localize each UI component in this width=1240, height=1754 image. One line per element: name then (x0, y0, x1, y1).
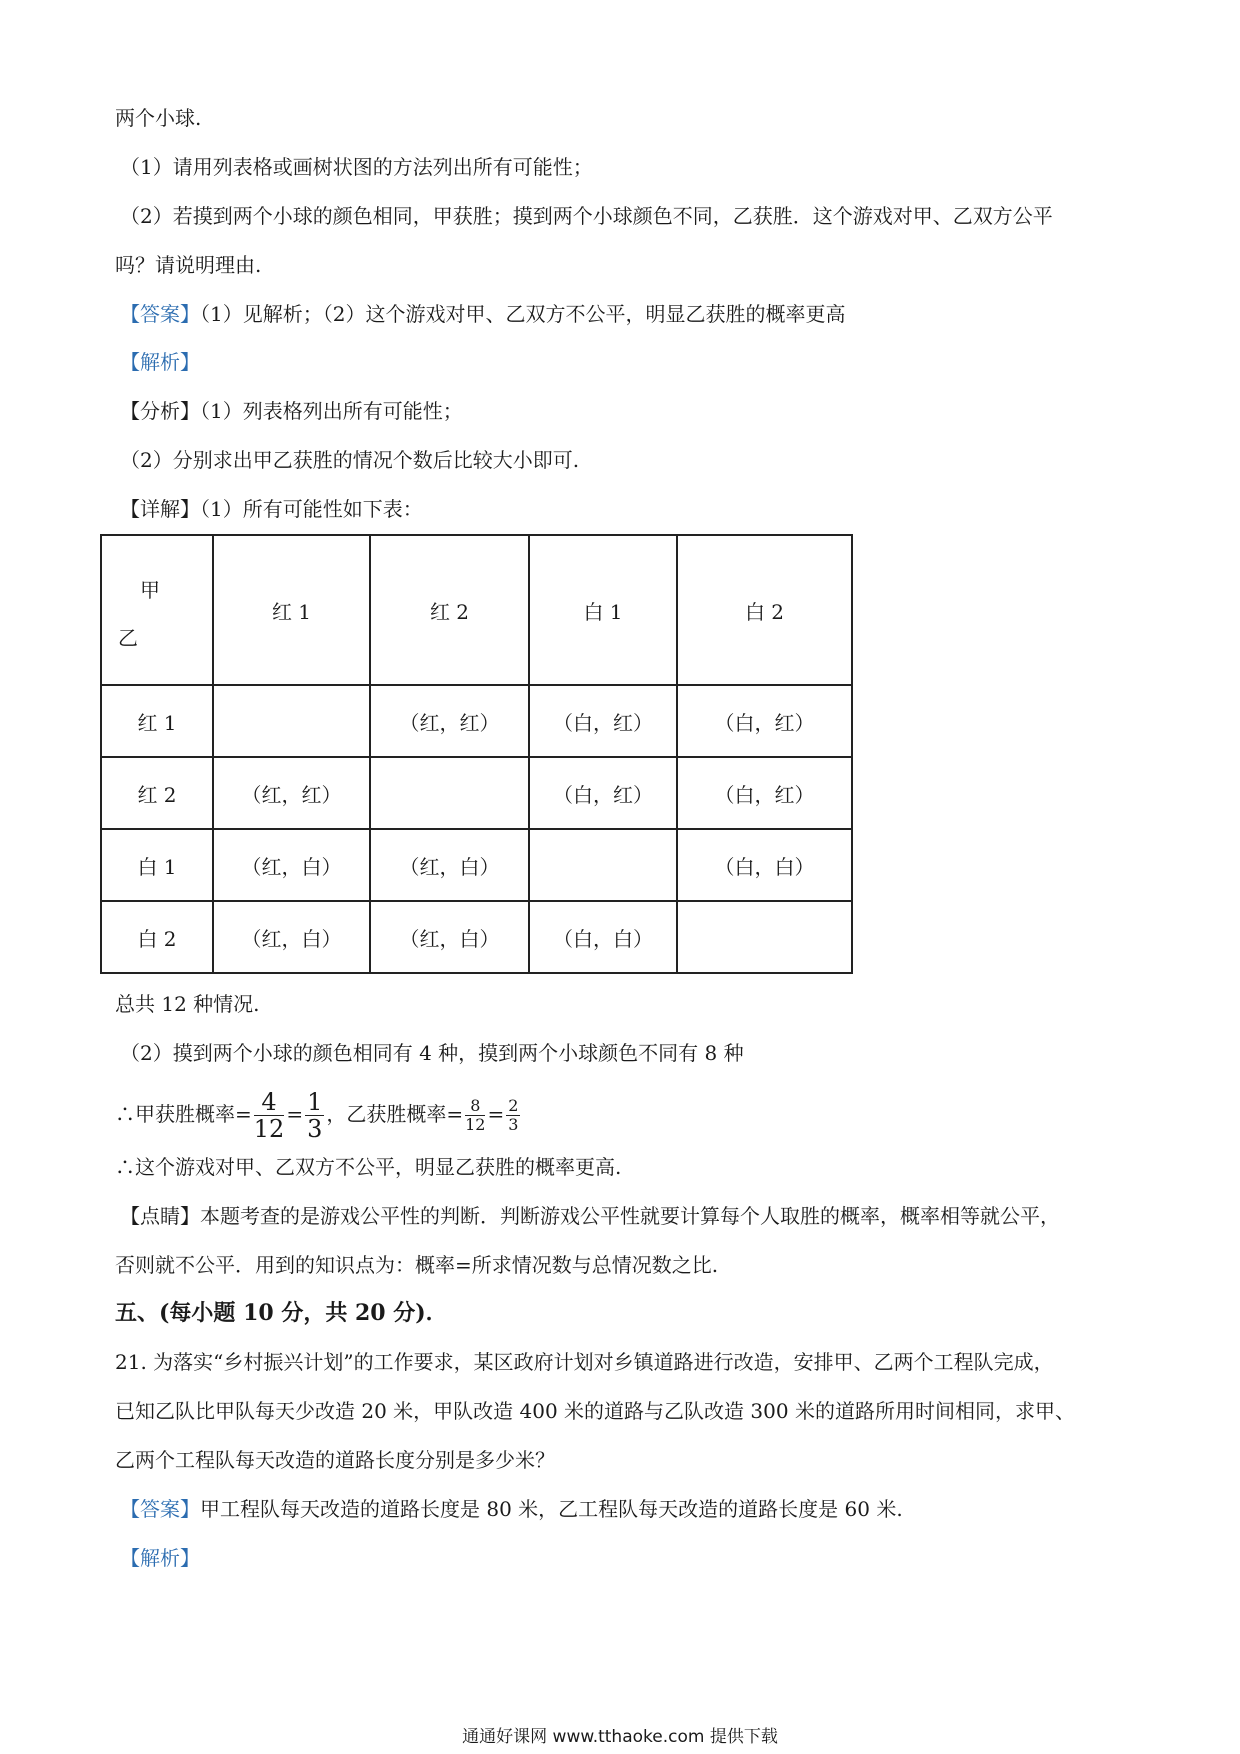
table-cell: （红，红） (370, 685, 529, 757)
dianjing-line: 【点睛】本题考查的是游戏公平性的判断．判断游戏公平性就要计算每个人取胜的概率，概率相等就公平， (120, 1204, 1060, 1228)
fraction-denominator: 12 (253, 1115, 285, 1143)
table-cell: （红，白） (370, 829, 529, 901)
fraction-denominator: 12 (465, 1115, 486, 1134)
corner-label-jia: 甲 (140, 578, 160, 602)
jiexi-tag-2: 【解析】 (120, 1546, 200, 1570)
table-cell (213, 685, 370, 757)
question-21-line-2: 已知乙队比甲队每天少改造 20 米，甲队改造 400 米的道路与乙队改造 300 米的道路所用时间相同，求甲、 (115, 1399, 1075, 1423)
table-cell: （红，红） (213, 757, 370, 829)
question-part2: （2）若摸到两个小球的颜色相同，甲获胜；摸到两个小球颜色不同，乙获胜．这个游戏对甲、乙双方公平 (120, 204, 1053, 228)
answer-21-line (120, 1495, 903, 1523)
same-color-count: （2）摸到两个小球的颜色相同有 4 种，摸到两个小球颜色不同有 8 种 (120, 1041, 744, 1065)
table-corner-cell (101, 535, 213, 685)
table-row (101, 685, 852, 757)
xiangjie-line: 【详解】（1）所有可能性如下表： (120, 497, 423, 521)
fraction-8-12 (465, 1097, 485, 1133)
question-part1: （1）请用列表格或画树状图的方法列出所有可能性； (120, 155, 593, 179)
question-21-line-1: 21. 为落实“乡村振兴计划”的工作要求，某区政府计划对乡镇道路进行改造，安排甲、乙两个工程队完成， (115, 1350, 1054, 1374)
fenxi-line-2: （2）分别求出甲乙获胜的情况个数后比较大小即可. (120, 448, 580, 472)
p2-prefix: ，乙获胜概率= (326, 1102, 464, 1126)
question-part2-cont: 吗？请说明理由. (115, 253, 262, 277)
answer-tag: 【答案】 (120, 1497, 200, 1521)
table-header: 白 1 (529, 535, 677, 685)
table-row (101, 757, 852, 829)
row-label: 红 2 (101, 757, 213, 829)
fraction-4-12 (254, 1089, 285, 1143)
jiexi-tag: 【解析】 (120, 350, 200, 374)
table-cell: （白，白） (529, 901, 677, 973)
row-label: 红 1 (101, 685, 213, 757)
table-cell: （白，红） (677, 685, 852, 757)
fraction-1-3 (305, 1089, 324, 1143)
table-cell: （白，白） (677, 829, 852, 901)
fraction-2-3 (506, 1097, 520, 1133)
fraction-numerator: 1 (307, 1087, 323, 1116)
table-cell: （白，红） (677, 757, 852, 829)
table-header: 红 1 (213, 535, 370, 685)
p1-prefix: ∴甲获胜概率= (115, 1102, 252, 1126)
fenxi-line: 【分析】（1）列表格列出所有可能性； (120, 399, 463, 423)
fraction-numerator: 8 (465, 1097, 485, 1116)
probability-line: ∴甲获胜概率= $\frac{4}{12}$ = $\frac{1}{3}$ ，乙获胜概率= $\frac{8}{12}$ = $\frac{2}{3}$ (115, 1087, 519, 1143)
table-cell (370, 757, 529, 829)
possibility-table (100, 534, 853, 974)
line-intro: 两个小球. (115, 106, 202, 130)
table-cell: （红，白） (213, 901, 370, 973)
section-heading: 五、(每小题 10 分，共 20 分)． (115, 1300, 448, 1326)
total-cases: 总共 12 种情况. (115, 992, 260, 1016)
answer-tag: 【答案】 (120, 302, 200, 326)
answer-line (120, 300, 845, 328)
page-footer: 通通好课网 www.tthaoke.com 提供下载 (462, 1727, 778, 1747)
table-cell: （红，白） (370, 901, 529, 973)
fraction-numerator: 4 (254, 1089, 285, 1116)
conclusion-line: ∴这个游戏对甲、乙双方不公平，明显乙获胜的概率更高. (115, 1155, 622, 1179)
table-row (101, 901, 852, 973)
answer-text: （1）见解析；（2）这个游戏对甲、乙双方不公平，明显乙获胜的概率更高 (200, 302, 846, 326)
row-label: 白 1 (101, 829, 213, 901)
table-cell (677, 901, 852, 973)
fraction-numerator: 2 (508, 1096, 519, 1116)
question-21-line-3: 乙两个工程队每天改造的道路长度分别是多少米？ (115, 1448, 555, 1472)
table-cell (529, 829, 677, 901)
table-cell: （红，白） (213, 829, 370, 901)
table-row (101, 829, 852, 901)
answer-21-text: 甲工程队每天改造的道路长度是 80 米，乙工程队每天改造的道路长度是 60 米. (200, 1497, 903, 1521)
table-cell: （白，红） (529, 685, 677, 757)
fraction-denominator: 3 (508, 1115, 519, 1134)
table-header: 红 2 (370, 535, 529, 685)
corner-label-yi: 乙 (118, 626, 138, 650)
fraction-denominator: 3 (307, 1115, 323, 1143)
row-label: 白 2 (101, 901, 213, 973)
table-header: 白 2 (677, 535, 852, 685)
dianjing-line-2: 否则就不公平．用到的知识点为：概率=所求情况数与总情况数之比. (115, 1253, 719, 1277)
table-cell: （白，红） (529, 757, 677, 829)
